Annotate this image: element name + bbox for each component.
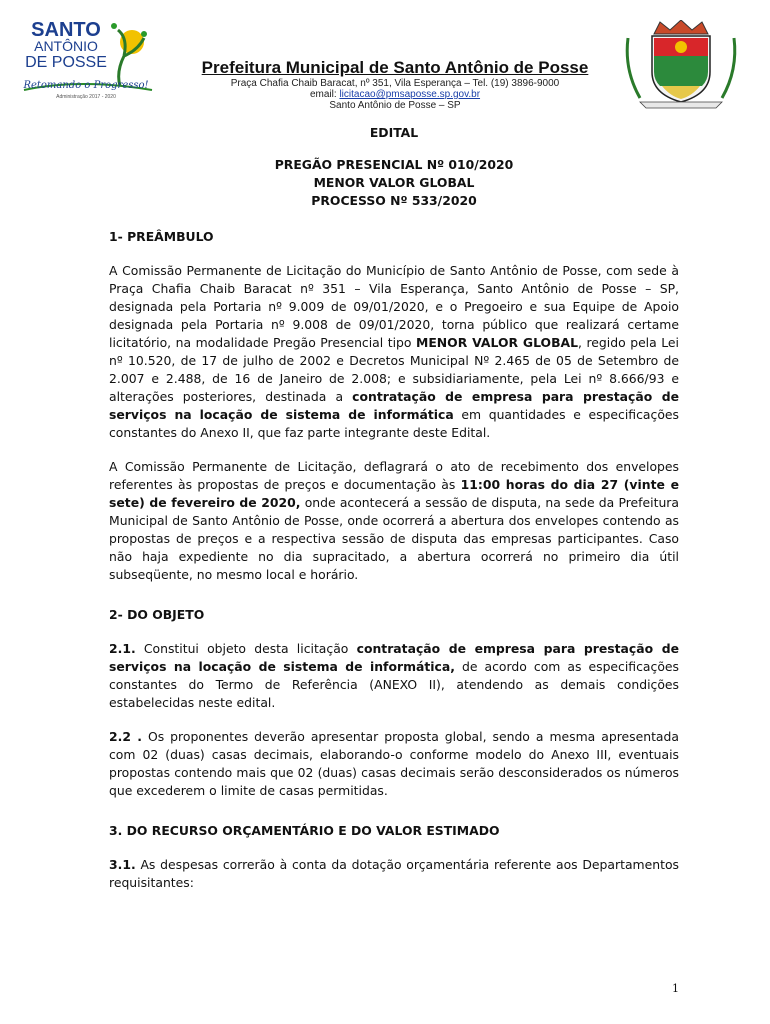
clause-number: 2.1.: [109, 641, 136, 656]
edital-heading: EDITAL: [369, 125, 419, 140]
text-span: , regido pela Lei nº 10.520, de 17 de julho de 2002 e Decretos Municipal Nº 2.465 de 05 de Setembro de 2.007 e 2.488, de 16 de Janeiro de 2.008; e subsidiariamente, pela Lei nº 8.666/93 e alterações posteriores, destinada a: [109, 335, 679, 404]
text-span: em quantidades e especificações constantes do Anexo II, que faz parte integrante deste Edital.: [109, 407, 679, 440]
text-span: Constitui objeto desta licitação: [135, 641, 357, 656]
edital-document: [109, 124, 679, 908]
prefeitura-city: Santo Antônio de Posse – SP: [329, 100, 461, 111]
preambulo-paragraph-2: [109, 458, 679, 584]
svg-text:DE POSSE: DE POSSE: [25, 54, 107, 71]
section-objeto-title: 2- DO OBJETO: [109, 607, 205, 622]
text-span: As despesas correrão à conta da dotação orçamentária referente aos Departamentos requisitantes:: [109, 857, 679, 890]
bold-span: contratação de empresa para prestação de serviços na locação de sistema de informática: [109, 389, 680, 422]
preambulo-paragraph-1: [109, 262, 679, 442]
processo-number: PROCESSO Nº 533/2020: [311, 193, 477, 208]
text-span: A Comissão Permanente de Licitação do Município de Santo Antônio de Posse, com sede à Praça Chafia Chaib Baracat nº 351 – Vila Esperança, Santo Antônio de Posse – SP, designada pela Portaria nº 9.009 de 09/01/2020, e o Pregoeiro e sua Equipe de Apoio designada pela Portaria nº 9.008 de 09/01/2020, torna público que realizará certame licitatório, na modalidade Pregão Presencial tipo: [109, 263, 679, 350]
pregao-block: [109, 156, 679, 210]
pregao-number: PREGÃO PRESENCIAL Nº 010/2020: [274, 157, 514, 172]
text-span: A Comissão Permanente de Licitação, deflagrará o ato de recebimento dos envelopes referentes às propostas de preços e documentação às: [109, 459, 679, 492]
recurso-paragraph-3-1: [109, 856, 679, 892]
prefeitura-email-line: [175, 89, 615, 100]
bold-span: MENOR VALOR GLOBAL: [416, 335, 579, 350]
objeto-paragraph-2-1: [109, 640, 679, 712]
text-span: de acordo com as especificações constantes do Termo de Referência (ANEXO II), atendendo as demais condições estabelecidas neste edital.: [109, 659, 679, 710]
prefeitura-address: Praça Chafia Chaib Baracat, nº 351, Vila Esperança – Tel. (19) 3896-9000: [230, 78, 560, 89]
svg-text:Administração 2017 - 2020: Administração 2017 - 2020: [56, 94, 116, 100]
svg-text:ANTÔNIO: ANTÔNIO: [34, 38, 98, 54]
bold-span: contratação de empresa para prestação de serviços na locação de sistema de informática,: [109, 641, 679, 674]
section-recurso-title: 3. DO RECURSO ORÇAMENTÁRIO E DO VALOR ESTIMADO: [109, 823, 500, 838]
text-span: Os proponentes deverão apresentar proposta global, sendo a mesma apresentada com 02 (duas) casas decimais, elaborando-o conforme modelo do Anexo III, eventuais propostas contendo mais que 02 (duas) casas decimais serão desconsiderados os números que excederem o limite de casas permitidas.: [109, 729, 679, 798]
section-preambulo-title: 1- PREÂMBULO: [109, 229, 214, 244]
email-label: email:: [309, 89, 337, 100]
clause-number: 2.2 .: [109, 729, 143, 744]
menor-valor-global: MENOR VALOR GLOBAL: [313, 175, 475, 190]
clause-number: 3.1.: [109, 857, 136, 872]
prefeitura-title: Prefeitura Municipal de Santo Antônio de Posse: [201, 58, 589, 77]
page-number: 1: [672, 982, 679, 995]
text-span: onde acontecerá a sessão de disputa, na sede da Prefeitura Municipal de Santo Antônio de Posse, onde ocorrerá a abertura dos envelopes contendo as propostas de preços e a respectiva sessão de disputa das empresas participantes. Caso não haja expediente no dia supracitado, a abertura ocorrerá no primeiro dia útil subseqüente, no mesmo local e horário.: [109, 495, 679, 582]
svg-text:Retomando o Progresso!: Retomando o Progresso!: [23, 80, 149, 91]
bold-span: 11:00 horas do dia 27 (vinte e sete) de fevereiro de 2020,: [109, 477, 679, 510]
email-link[interactable]: licitacao@pmsaposse.sp.gov.br: [339, 89, 481, 100]
svg-text:SANTO: SANTO: [31, 19, 101, 41]
coat-of-arms-emblem: [622, 20, 740, 110]
santo-antonio-de-posse-logo: [20, 16, 160, 100]
objeto-paragraph-2-2: [109, 728, 679, 800]
prefeitura-header: [175, 58, 615, 111]
